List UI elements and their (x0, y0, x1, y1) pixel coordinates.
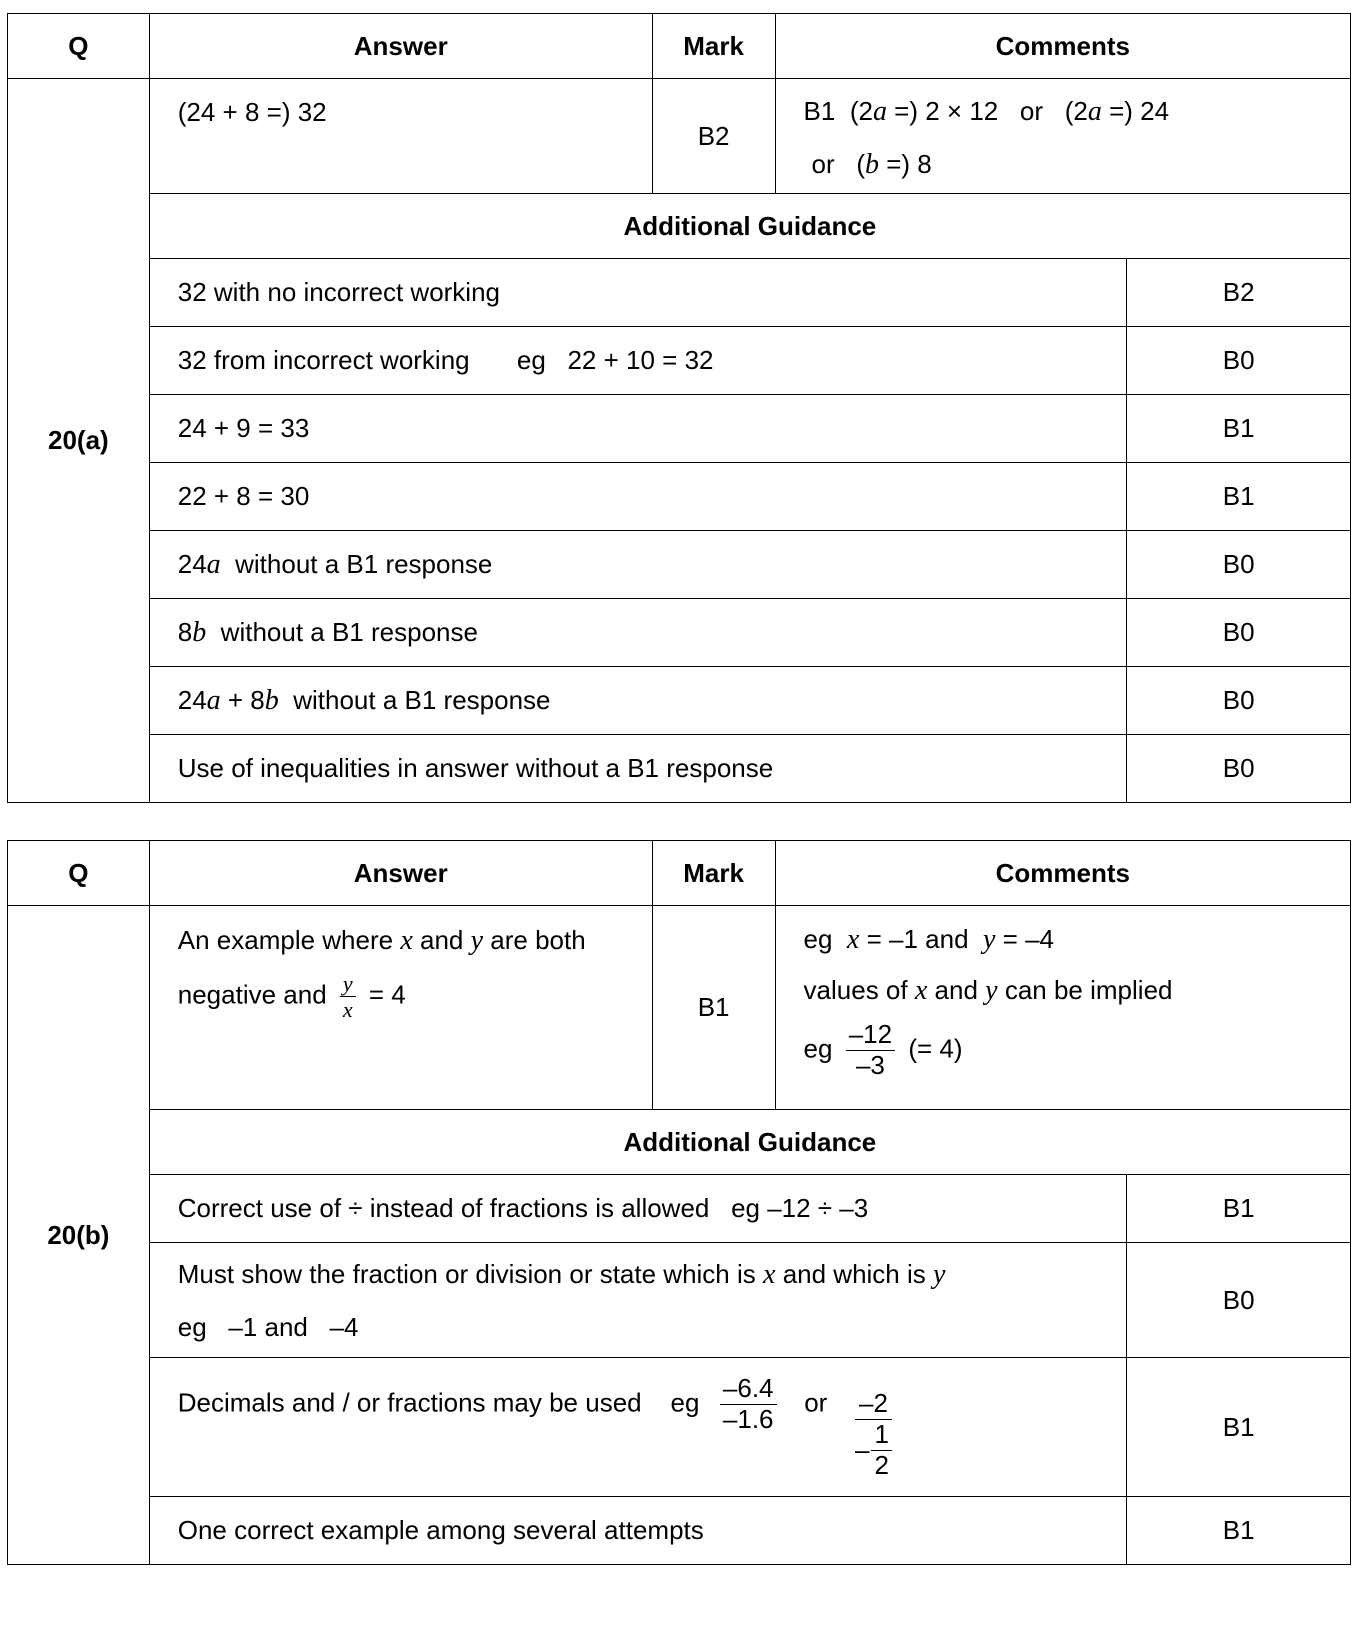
fraction-numerator: –2 (855, 1389, 892, 1420)
answer-row (8, 79, 1351, 194)
answer-line (178, 914, 652, 967)
guidance-eg-text: –4 (329, 1311, 359, 1342)
var-b: b (264, 684, 279, 716)
header-answer: Answer (149, 841, 652, 906)
guidance-row (8, 1175, 1351, 1243)
guidance-text-main: Must show the fraction or division or state which is (177, 1258, 756, 1289)
var-a: a (872, 96, 887, 127)
guidance-text: Use of inequalities in answer without a B1 response (149, 735, 1127, 803)
guidance-row (8, 395, 1351, 463)
comment-text: and (934, 975, 978, 1005)
comment-text: =) 8 (879, 149, 932, 179)
var-a: a (206, 548, 221, 580)
header-comments: Comments (775, 14, 1350, 79)
guidance-number: 24 (177, 684, 207, 715)
guidance-title-row (8, 194, 1351, 259)
guidance-text-main: Decimals and / or fractions may be used (177, 1386, 642, 1417)
guidance-title: Additional Guidance (149, 194, 1350, 259)
comment-line (804, 965, 1350, 1016)
fraction-denominator: –3 (855, 1049, 885, 1080)
question-number: 20(a) (8, 79, 150, 803)
fraction-numerator: –6.4 (720, 1374, 777, 1405)
guidance-row (8, 667, 1351, 735)
fraction-denominator: 2 (874, 1449, 889, 1480)
mark-scheme-table-20b (7, 840, 1351, 1565)
fraction-denominator (855, 1420, 892, 1481)
answer-line (178, 971, 652, 1023)
guidance-row (8, 735, 1351, 803)
guidance-mark: B1 (1127, 1358, 1351, 1497)
answer-cell (149, 906, 652, 1110)
guidance-eg-text: 22 + 10 = 32 (567, 345, 714, 375)
guidance-number: 24 (177, 548, 207, 579)
guidance-mark: B0 (1127, 735, 1351, 803)
comment-text: values of (803, 975, 908, 1005)
guidance-row (8, 463, 1351, 531)
answer-text: An example where (177, 925, 394, 955)
var-x: x (914, 975, 928, 1006)
fraction-half (871, 1420, 891, 1481)
guidance-mark: B1 (1127, 463, 1351, 531)
header-mark: Mark (652, 841, 775, 906)
comment-text: = –1 and (866, 924, 969, 954)
guidance-text (149, 1175, 1127, 1243)
comment-line (804, 138, 1350, 191)
fraction-numerator: 1 (871, 1420, 891, 1451)
var-x: x (400, 925, 413, 956)
var-y: y (342, 971, 353, 996)
guidance-mark: B0 (1127, 531, 1351, 599)
comment-text: can be implied (1004, 975, 1173, 1005)
mark-scheme-table-20a (7, 13, 1351, 803)
var-y: y (470, 925, 484, 956)
comment-line (804, 85, 1350, 138)
guidance-row (8, 327, 1351, 395)
guidance-eg: eg (516, 345, 546, 375)
guidance-row (8, 259, 1351, 327)
comment-b1: B1 (803, 96, 836, 126)
answer-row (8, 906, 1351, 1110)
comment-or: or (811, 149, 835, 179)
guidance-text (149, 1243, 1127, 1358)
guidance-mark: B2 (1127, 259, 1351, 327)
guidance-eg: eg (670, 1386, 700, 1417)
question-number: 20(b) (8, 906, 150, 1565)
table-header-row (8, 841, 1351, 906)
guidance-text: 24 + 9 = 33 (149, 395, 1127, 463)
comments-cell (775, 79, 1350, 194)
guidance-text (149, 599, 1127, 667)
guidance-mark: B1 (1127, 1175, 1351, 1243)
var-a: a (206, 684, 221, 716)
guidance-mark: B1 (1127, 395, 1351, 463)
comment-text: (= 4) (908, 1033, 963, 1064)
comment-text: =) 2 × 12 (886, 96, 999, 126)
guidance-mark: B0 (1127, 599, 1351, 667)
header-q: Q (8, 841, 150, 906)
guidance-title: Additional Guidance (149, 1110, 1350, 1175)
fraction-y-over-x (340, 971, 356, 1023)
var-b: b (192, 616, 207, 648)
answer-text: and (420, 925, 464, 955)
fraction-decimal-example (720, 1374, 777, 1435)
answer-cell: (24 + 8 =) 32 (149, 79, 652, 194)
guidance-text: 22 + 8 = 30 (149, 463, 1127, 531)
guidance-text-main: without a B1 response (293, 684, 551, 715)
comment-line (804, 914, 1350, 965)
comment-line (804, 1020, 1350, 1081)
fraction-nested-example (855, 1389, 892, 1481)
comment-eg: eg (803, 1033, 833, 1064)
guidance-row (8, 1358, 1351, 1497)
guidance-mark: B0 (1127, 1243, 1351, 1358)
guidance-mark: B0 (1127, 327, 1351, 395)
fraction-example (846, 1020, 895, 1081)
guidance-number: 8 (177, 616, 193, 647)
guidance-mark: B0 (1127, 667, 1351, 735)
guidance-title-row (8, 1110, 1351, 1175)
guidance-text: One correct example among several attempts (149, 1497, 1127, 1565)
fraction-denominator: –1.6 (722, 1403, 774, 1434)
guidance-text (149, 1358, 1127, 1497)
guidance-row (8, 1497, 1351, 1565)
mark-cell: B1 (652, 906, 775, 1110)
guidance-text (149, 327, 1127, 395)
mark-cell: B2 (652, 79, 775, 194)
var-y: y (933, 1258, 946, 1290)
answer-text: = 4 (368, 979, 406, 1010)
comment-eg: eg (803, 924, 833, 954)
var-b: b (865, 149, 880, 180)
guidance-text-main: and which is (782, 1258, 926, 1289)
guidance-text (149, 531, 1127, 599)
guidance-text: 32 with no incorrect working (149, 259, 1127, 327)
guidance-eg-text: –1 and (228, 1311, 308, 1342)
guidance-row (8, 531, 1351, 599)
comment-text: (2 (1064, 96, 1088, 126)
guidance-eg-text: eg –12 ÷ –3 (731, 1193, 869, 1223)
var-x: x (763, 1258, 776, 1290)
guidance-row (8, 599, 1351, 667)
guidance-text-main: Correct use of ÷ instead of fractions is allowed (177, 1193, 710, 1223)
comment-text: ( (856, 149, 866, 179)
guidance-mark: B1 (1127, 1497, 1351, 1565)
var-x: x (846, 924, 860, 955)
guidance-row (8, 1243, 1351, 1358)
var-a: a (1087, 96, 1102, 127)
comment-or: or (1019, 96, 1044, 126)
header-q: Q (8, 14, 150, 79)
table-header-row (8, 14, 1351, 79)
guidance-text-main: 32 from incorrect working (177, 345, 470, 375)
header-mark: Mark (652, 14, 775, 79)
guidance-line (178, 1301, 1127, 1353)
comment-text: (2 (849, 96, 873, 126)
minus-sign: – (854, 1434, 870, 1465)
guidance-text (149, 667, 1127, 735)
answer-text: negative and (177, 979, 327, 1010)
guidance-eg: eg (177, 1311, 207, 1342)
fraction-numerator: –12 (846, 1020, 895, 1051)
comment-text: =) 24 (1101, 96, 1170, 126)
var-y: y (985, 975, 998, 1006)
comments-cell (775, 906, 1350, 1110)
guidance-text-main: without a B1 response (235, 548, 493, 579)
header-answer: Answer (149, 14, 652, 79)
guidance-number: + 8 (220, 684, 265, 715)
guidance-or: or (804, 1386, 828, 1417)
header-comments: Comments (775, 841, 1350, 906)
var-y: y (982, 924, 996, 955)
var-x: x (342, 997, 353, 1023)
comment-text: = –4 (1002, 924, 1054, 954)
guidance-text-main: without a B1 response (220, 616, 478, 647)
guidance-line (178, 1248, 1127, 1301)
answer-text: are both (490, 925, 586, 955)
